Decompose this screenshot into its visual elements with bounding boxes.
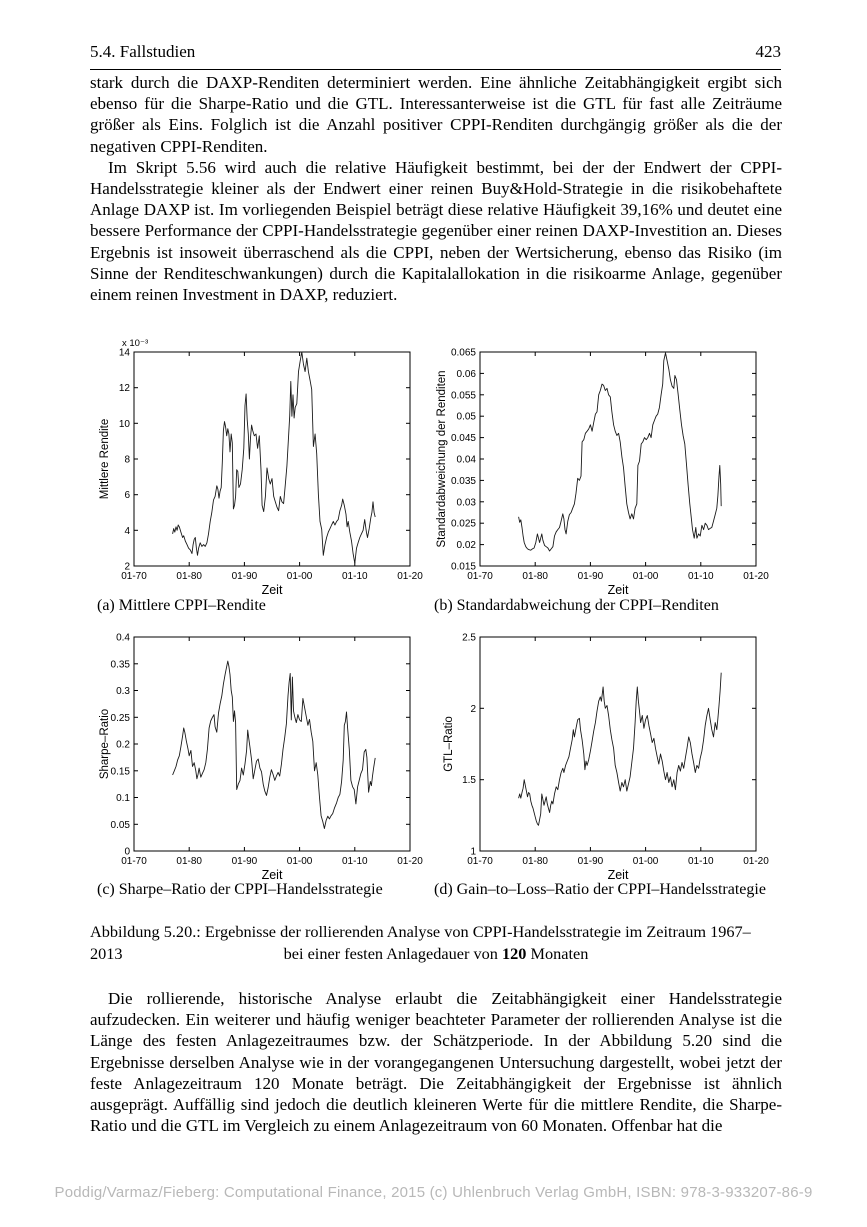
x-tick-label: 01-90 [231, 856, 258, 867]
x-tick-label: 01-10 [342, 571, 368, 582]
paragraph-2: Im Skript 5.56 wird auch die relative Häufigkeit bestimmt, bei der der Endwert der CPPI-Handelsstrategie kleiner als der Endwert einer reinen Buy&Hold-Strategie in die risikobehaftete Anlage DAXP ist. Im vorliegenden Beispiel beträgt diese relative Häufigkeit 39,16% und deutet eine bessere Performance der CPPI-Handelsstrategie gegenüber einer reinen DAXP-Investition an. Dieses Ergebnis ist insoweit überraschend als die CPPI, neben der Wertsicherung, ebenso das Risiko (im Sinne der Renditeschwankungen) durch die Kapitalallokation in die risikoarme Anlage, gegenüber einem reinen Investment in DAXP, reduziert. [90, 157, 782, 305]
figure-caption-line1: Abbildung 5.20.: Ergebnisse der rollierenden Analyse von CPPI-Handelsstrategie im Zeitraum 1967–2013 [90, 922, 751, 963]
figure-caption-line2-suffix: Monaten [526, 944, 589, 963]
x-axis-label: Zeit [607, 868, 629, 882]
chart-gtl-ratio [438, 621, 769, 882]
series-line [173, 352, 376, 563]
y-tick-label: 0.25 [110, 712, 130, 724]
x-tick-label: 01-10 [342, 856, 368, 867]
y-tick-label: 4 [124, 525, 130, 537]
y-tick-label: 14 [118, 347, 130, 359]
x-tick-label: 01-80 [176, 571, 202, 582]
page-number: 423 [755, 42, 781, 61]
y-tick-label: 0.04 [456, 454, 476, 466]
running-header [90, 42, 781, 70]
y-scale-note: x 10⁻³ [122, 338, 149, 349]
y-tick-label: 0.4 [116, 632, 130, 644]
body-text-top [90, 72, 782, 305]
y-tick-label: 0.1 [116, 793, 130, 804]
x-tick-label: 01-00 [286, 856, 313, 867]
chart-sharpe-ratio [92, 621, 423, 882]
chart-svg-c [92, 621, 423, 882]
y-tick-label: 0.025 [450, 518, 476, 530]
y-tick-label: 2 [470, 703, 476, 715]
y-tick-label: 0.2 [116, 739, 130, 751]
x-tick-label: 01-10 [688, 571, 714, 582]
y-axis-label: GTL–Ratio [443, 716, 455, 772]
chart-mittlere-cppi-rendite [92, 336, 423, 597]
x-tick-label: 01-90 [577, 571, 604, 582]
chart-svg-b [436, 336, 769, 597]
x-tick-label: 01-10 [688, 856, 714, 867]
y-tick-label: 0.055 [450, 390, 476, 402]
series-line [173, 661, 376, 828]
y-axis-label: Mittlere Rendite [99, 418, 111, 500]
chart-svg-a [92, 336, 423, 597]
x-axis-label: Zeit [607, 583, 629, 597]
subfigure-caption-a: (a) Mittlere CPPI–Rendite [97, 597, 266, 614]
plot-box [134, 637, 410, 851]
paragraph-3: Die rollierende, historische Analyse erlaubt die Zeitabhängigkeit einer Handelsstrategie aufzudecken. Ein weiterer und häufig weniger beachteter Parameter der rollierenden Analyse ist die Länge des festen Anlagezeitraumes bzw. der Schätzperiode. In der Abbildung 5.20 sind die Ergebnisse derselben Analyse wie in der vorangegangenen Untersuchung dargestellt, wobei jetzt der feste Anlagezeitraum 120 Monate beträgt. Die Zeitabhängigkeit der Ergebnisse ist ähnlich ausgeprägt. Auffällig sind jedoch die deutlich kleineren Werte für die mittlere Rendite, die Sharpe-Ratio und die GTL im Vergleich zu einem Anlagezeitraum von 60 Monaten. Offenbar hat die [90, 989, 782, 1136]
subfigure-caption-d: (d) Gain–to–Loss–Ratio der CPPI–Handelsstrategie [434, 881, 766, 898]
y-tick-label: 1 [470, 846, 476, 858]
y-tick-label: 0.35 [110, 659, 130, 671]
y-tick-label: 12 [118, 383, 130, 395]
y-tick-label: 0.035 [450, 475, 476, 487]
section-title: 5.4. Fallstudien [90, 42, 196, 61]
y-tick-label: 0.15 [110, 766, 130, 778]
y-axis-label: Sharpe–Ratio [99, 708, 111, 780]
x-tick-label: 01-70 [121, 571, 147, 582]
x-tick-label: 01-90 [577, 856, 604, 867]
series-line [519, 353, 722, 551]
x-tick-label: 01-00 [286, 571, 313, 582]
x-tick-label: 01-80 [522, 856, 548, 867]
x-axis-label: Zeit [261, 583, 283, 597]
x-tick-label: 01-20 [743, 571, 769, 582]
y-tick-label: 0.045 [450, 433, 476, 445]
x-tick-label: 01-00 [632, 856, 659, 867]
y-tick-label: 0.015 [450, 561, 476, 573]
plot-box [480, 637, 756, 851]
y-tick-label: 0.06 [456, 368, 476, 380]
x-tick-label: 01-70 [121, 856, 147, 867]
figure-caption-line2 [90, 943, 782, 965]
y-tick-label: 2.5 [462, 632, 476, 644]
plot-box [480, 352, 756, 566]
figure-caption-anlagedauer-value: 120 [501, 944, 527, 963]
body-text-bottom [90, 988, 782, 1136]
y-tick-label: 0.05 [110, 819, 130, 831]
x-tick-label: 01-80 [176, 856, 202, 867]
y-tick-label: 2 [124, 561, 130, 573]
figure-caption-line2-prefix: bei einer festen Anlagedauer von [283, 944, 502, 963]
subfigure-caption-b: (b) Standardabweichung der CPPI–Renditen [434, 597, 719, 614]
chart-svg-d [438, 621, 769, 882]
x-tick-label: 01-70 [467, 856, 493, 867]
paragraph-1: stark durch die DAXP-Renditen determiniert werden. Eine ähnliche Zeitabhängigkeit ergibt sich ebenso für die Sharpe-Ratio und die GTL. Interessanterweise ist die GTL für fast alle Zeiträume größer als Eins. Folglich ist die Anzahl positiver CPPI-Renditen durchgängig größer als die der negativen CPPI-Renditen. [90, 73, 782, 156]
y-tick-label: 8 [124, 454, 130, 466]
y-tick-label: 0.3 [116, 686, 130, 697]
subfigure-caption-c: (c) Sharpe–Ratio der CPPI–Handelsstrategie [97, 881, 383, 898]
x-tick-label: 01-20 [397, 856, 423, 867]
y-tick-label: 1.5 [462, 775, 476, 787]
page-footer-copyright: Poddig/Varmaz/Fieberg: Computational Finance, 2015 (c) Uhlenbruch Verlag GmbH, ISBN: 978-3-933207-86-9 [54, 1184, 813, 1201]
y-tick-label: 10 [118, 418, 130, 430]
y-tick-label: 0.02 [456, 540, 476, 552]
chart-standardabweichung-cppi-renditen [436, 336, 769, 597]
y-tick-label: 0.065 [450, 347, 476, 359]
x-axis-label: Zeit [261, 868, 283, 882]
x-tick-label: 01-20 [743, 856, 769, 867]
x-tick-label: 01-80 [522, 571, 548, 582]
y-tick-label: 6 [124, 490, 130, 502]
series-line [519, 673, 722, 826]
x-tick-label: 01-20 [397, 571, 423, 582]
x-tick-label: 01-90 [231, 571, 258, 582]
y-tick-label: 0.05 [456, 411, 476, 423]
y-tick-label: 0 [124, 846, 130, 858]
y-axis-label: Standardabweichung der Renditen [436, 370, 448, 548]
y-tick-label: 0.03 [456, 497, 476, 509]
x-tick-label: 01-70 [467, 571, 493, 582]
x-tick-label: 01-00 [632, 571, 659, 582]
